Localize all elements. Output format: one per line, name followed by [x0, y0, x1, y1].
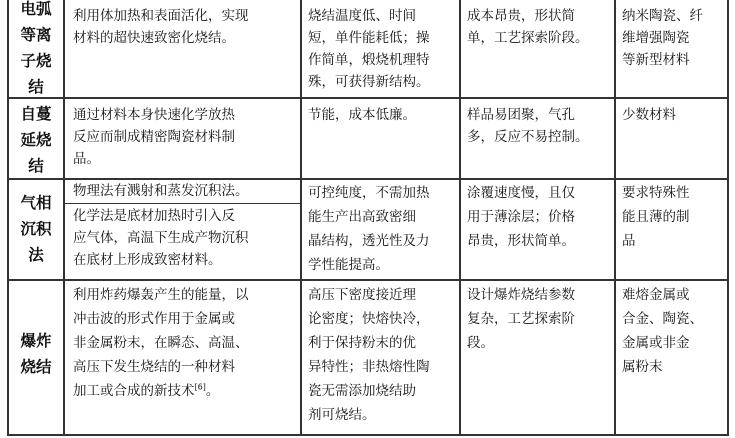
row-3-application: 要求特殊性 能且薄的制 品 — [622, 185, 690, 249]
row-2-method: 自蔓 延烧 结 — [20, 105, 52, 175]
grid-line — [727, 0, 729, 436]
row-4-advantage: 高压下密度接近理 论密度；快熔快冷， 利于保持粉末的优 异特性；非热熔性陶 瓷无需添加烧结助 剂可烧结。 — [308, 287, 430, 423]
row-4-principle-end: 。 — [205, 383, 220, 399]
grid-line — [614, 0, 616, 436]
row-4-principle-text: 利用炸药爆轰产生的能量，以 冲击波的形式作用于金属或 非金属粉末，在瞬态、高温、 高压下发生烧结的一种材料 加工或合成的新技术 — [73, 287, 249, 399]
row-1-principle: 利用体加热和表面活化，实现 材料的超快速致密化烧结。 — [73, 8, 249, 46]
row-3-advantage: 可控纯度，不需加热 能生产出高致密细 晶结构，透光性及力 学性能提高。 — [308, 185, 430, 273]
grid-line — [459, 0, 461, 436]
row-4-method: 爆炸 烧结 — [20, 332, 52, 376]
row-3-disadvantage: 涂覆速度慢，且仅 用于薄涂层；价格 昂贵，形状简单。 — [467, 185, 575, 249]
row-4-principle — [73, 283, 300, 434]
row-1-application: 纳米陶瓷、纤 维增强陶瓷 等新型材料 — [622, 8, 703, 68]
row-1-disadvantage: 成本昂贵，形状简 单，工艺探索阶段。 — [467, 8, 589, 46]
row-3-principle-chemical: 化学法是底材加热时引入反 应气体，高温下生成产物沉积 在底材上形成致密材料。 — [73, 208, 249, 268]
grid-line — [63, 203, 300, 204]
row-3-principle-physical: 物理法有溅射和蒸发沉积法。 — [73, 183, 249, 199]
row-3-method: 气相 沉积 法 — [20, 194, 52, 264]
row-2-disadvantage: 样品易团聚，气孔 多，反应不易控制。 — [467, 107, 589, 145]
row-2-advantage: 节能，成本低廉。 — [308, 107, 416, 123]
grid-line — [300, 0, 302, 436]
citation-reference: [6] — [194, 382, 206, 392]
row-2-application: 少数材料 — [622, 107, 676, 123]
row-1-advantage: 烧结温度低、时间 短，单件能耗低；操 作简单，煅烧机理特 殊，可获得新结构。 — [308, 8, 430, 90]
grid-line — [7, 279, 729, 281]
row-4-disadvantage: 设计爆炸烧结参数 复杂，工艺探索阶 段。 — [467, 287, 575, 351]
grid-line — [7, 97, 729, 99]
grid-line — [7, 434, 729, 436]
row-4-application: 难熔金属或 合金、陶瓷、 金属或非金 属粉末 — [622, 287, 703, 375]
sintering-comparison-table — [7, 0, 729, 436]
grid-line — [63, 0, 65, 436]
row-2-principle: 通过材料本身快速化学放热 反应而制成精密陶瓷材料制 品。 — [73, 107, 235, 167]
row-1-method: 电弧 等离 子烧 结 — [20, 0, 52, 96]
